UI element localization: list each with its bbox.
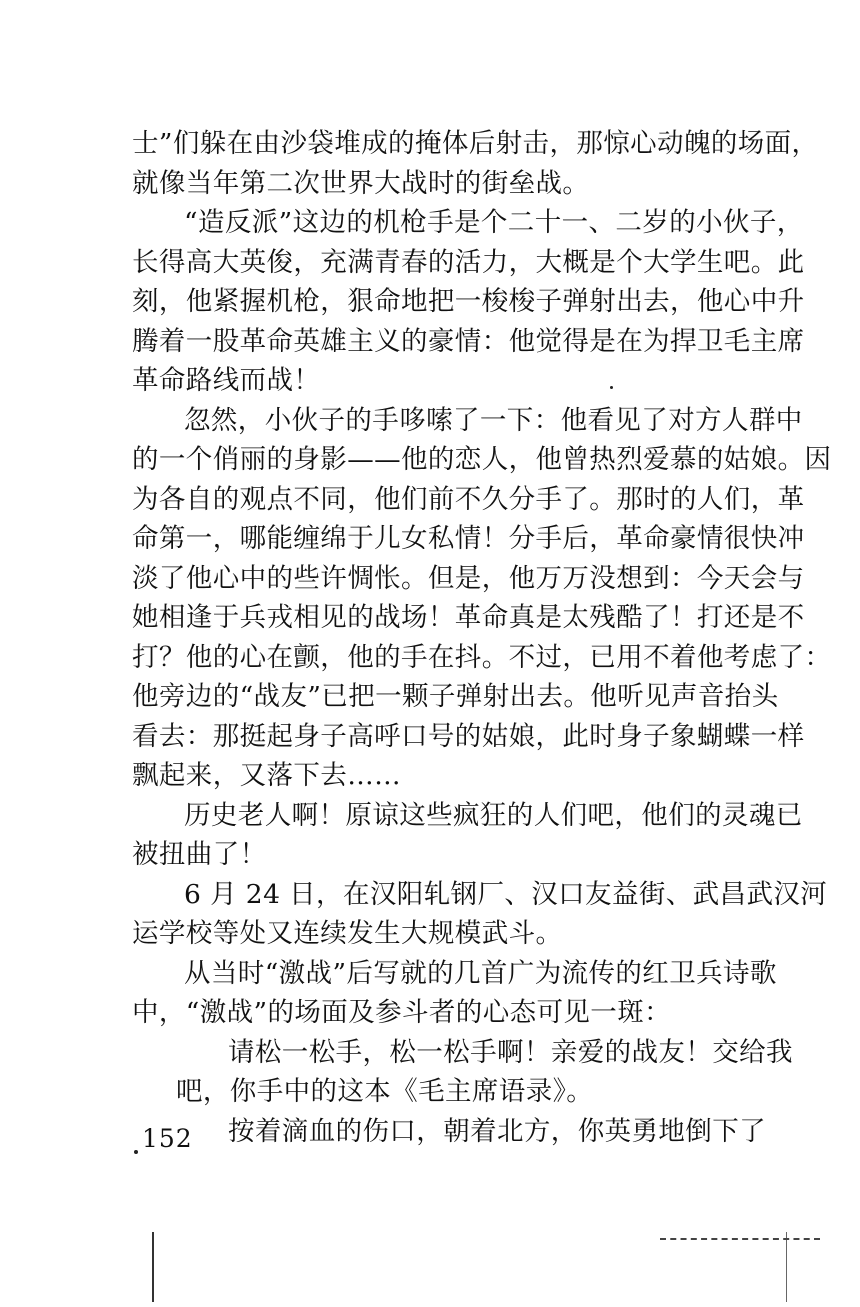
page-number: 152 <box>142 1124 193 1153</box>
text-line: 打？他的心在颤，他的手在抖。不过，已用不着他考虑了： <box>132 641 832 673</box>
text-line: 中，“激战”的场面及参斗者的心态可见一斑： <box>132 997 671 1028</box>
text-line: 运学校等处又连续发生大规模武斗。 <box>132 918 563 949</box>
scan-speck <box>610 386 613 389</box>
poem-line: 按着滴血的伤口，朝着北方，你英勇地倒下了 <box>228 1115 766 1147</box>
scan-edge-line <box>660 1238 820 1240</box>
poem-line: 请松一松手，松一松手啊！亲爱的战友！交给我 <box>228 1036 793 1068</box>
text-line: 刻，他紧握机枪，狠命地把一梭梭子弹射出去，他心中升 <box>132 286 805 317</box>
text-line: 淡了他心中的些许惆怅。但是，他万万没想到：今天会与 <box>132 562 805 594</box>
text-line: 看去：那挺起身子高呼口号的姑娘，此时身子象蝴蝶一样 <box>132 720 805 752</box>
text-line: 她相逢于兵戎相见的战场！革命真是太残酷了！打还是不 <box>132 602 805 633</box>
text-line: 的一个俏丽的身影——他的恋人，他曾热烈爱慕的姑娘。因 <box>132 444 832 475</box>
text-line: 就像当年第二次世界大战时的街垒战。 <box>132 167 590 199</box>
text-line: 他旁边的“战友”已把一颗子弹射出去。他听见声音抬头 <box>132 681 779 712</box>
text-line: 革命路线而战！ <box>132 365 321 396</box>
scan-speck <box>134 1150 138 1154</box>
text-line: 从当时“激战”后写就的几首广为流传的红卫兵诗歌 <box>184 957 777 989</box>
poem-line: 吧，你手中的这本《毛主席语录》。 <box>176 1076 594 1107</box>
body-text <box>132 124 832 1151</box>
text-line: 腾着一股革命英雄主义的豪情：他觉得是在为捍卫毛主席 <box>132 325 805 357</box>
text-line: 忽然，小伙子的手哆嗦了一下：他看见了对方人群中 <box>184 404 803 436</box>
text-line: 历史老人啊！原谅这些疯狂的人们吧，他们的灵魂已 <box>184 799 803 831</box>
scan-margin-line <box>786 1232 787 1302</box>
text-line: “造反派”这边的机枪手是个二十一、二岁的小伙子， <box>184 207 804 238</box>
text-line: 士”们躲在由沙袋堆成的掩体后射击，那惊心动魄的场面， <box>132 128 819 159</box>
text-line: 为各自的观点不同，他们前不久分手了。那时的人们，革 <box>132 483 805 515</box>
text-line: 命第一，哪能缠绵于儿女私情！分手后，革命豪情很快冲 <box>132 523 805 554</box>
text-line: 飘起来，又落下去…… <box>132 760 401 791</box>
text-line: 6 月 24 日，在汉阳轧钢厂、汉口友益街、武昌武汉河 <box>184 878 828 910</box>
text-line: 长得高大英俊，充满青春的活力，大概是个大学生吧。此 <box>132 246 805 278</box>
scan-margin-line <box>152 1232 154 1302</box>
text-line: 被扭曲了！ <box>132 839 267 870</box>
